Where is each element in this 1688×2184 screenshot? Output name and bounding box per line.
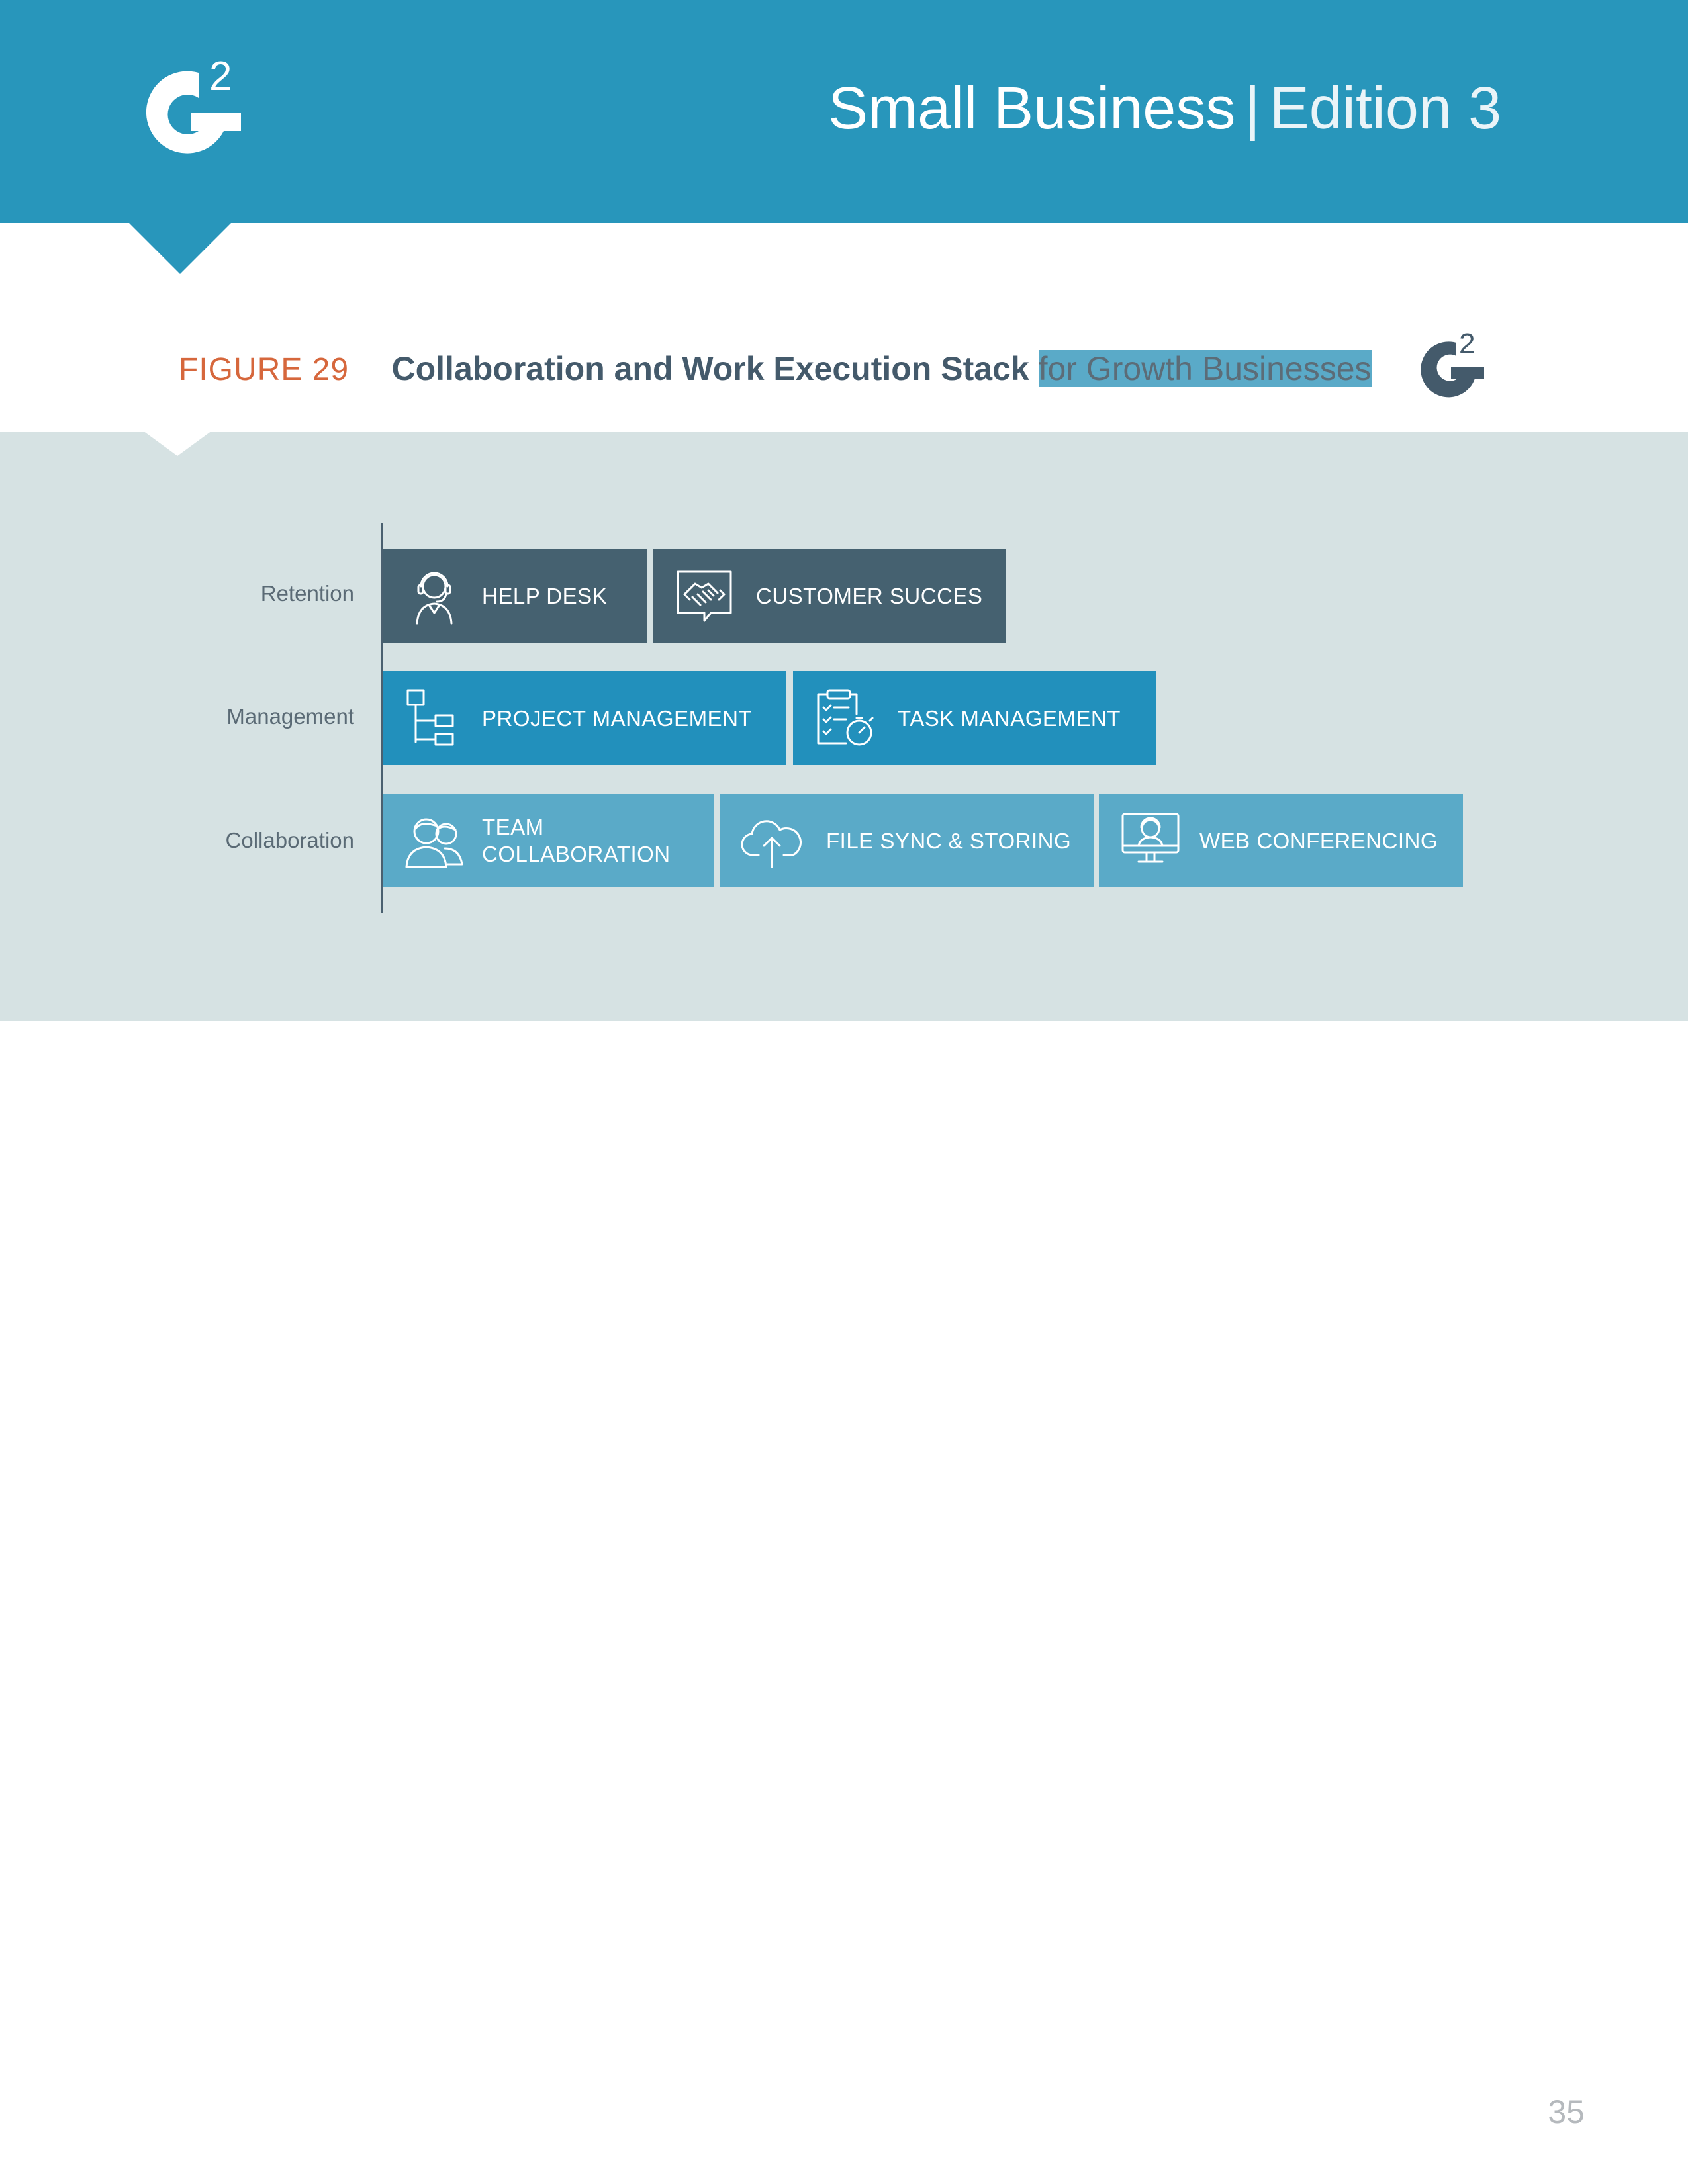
figure-title-bold: Collaboration and Work Execution Stack (391, 350, 1029, 387)
tile-web-conferencing (1099, 794, 1463, 887)
team-people-icon (402, 809, 466, 872)
tile-label: PROJECT MANAGEMENT (482, 705, 753, 731)
tile-customer-success (653, 549, 1006, 643)
monitor-person-icon (1119, 809, 1182, 872)
cloud-upload-icon (740, 809, 804, 872)
tile-help-desk (383, 549, 647, 643)
report-title-main: Small Business (828, 75, 1236, 142)
header-pointer (128, 222, 232, 274)
svg-text:2: 2 (1459, 328, 1476, 360)
row-label-collaboration: Collaboration (225, 828, 354, 852)
tile-label: CUSTOMER SUCCES (756, 583, 983, 608)
tile-label: FILE SYNC & STORING (826, 828, 1072, 853)
handshake-chat-icon (673, 564, 736, 627)
page-number: 35 (1548, 2093, 1585, 2130)
row-label-retention: Retention (260, 581, 354, 606)
tile-project-management (383, 671, 786, 765)
tile-label: TASK MANAGEMENT (898, 705, 1121, 731)
clipboard-stopwatch-icon (813, 686, 876, 750)
figure-heading (179, 347, 1372, 390)
figure-number: FIGURE 29 (179, 352, 350, 387)
report-title (828, 69, 1501, 148)
svg-text:2: 2 (209, 54, 232, 99)
report-edition: Edition 3 (1269, 75, 1501, 142)
title-separator: | (1244, 75, 1260, 142)
hierarchy-icon (402, 686, 466, 750)
tile-team-collaboration (383, 794, 714, 887)
tile-task-management (793, 671, 1156, 765)
row-label-management: Management (226, 704, 354, 729)
figure-title (392, 350, 1372, 387)
figure-title-rest: for Growth Businesses (1038, 350, 1372, 387)
g2-logo-small (1411, 327, 1484, 400)
tile-label: HELP DESK (482, 583, 608, 608)
tile-label: TEAM COLLABORATION (482, 815, 671, 866)
panel-notch (143, 431, 212, 456)
tile-label: WEB CONFERENCING (1199, 828, 1438, 853)
support-agent-icon (402, 564, 466, 627)
tile-file-sync (720, 794, 1094, 887)
g2-logo (124, 53, 241, 169)
